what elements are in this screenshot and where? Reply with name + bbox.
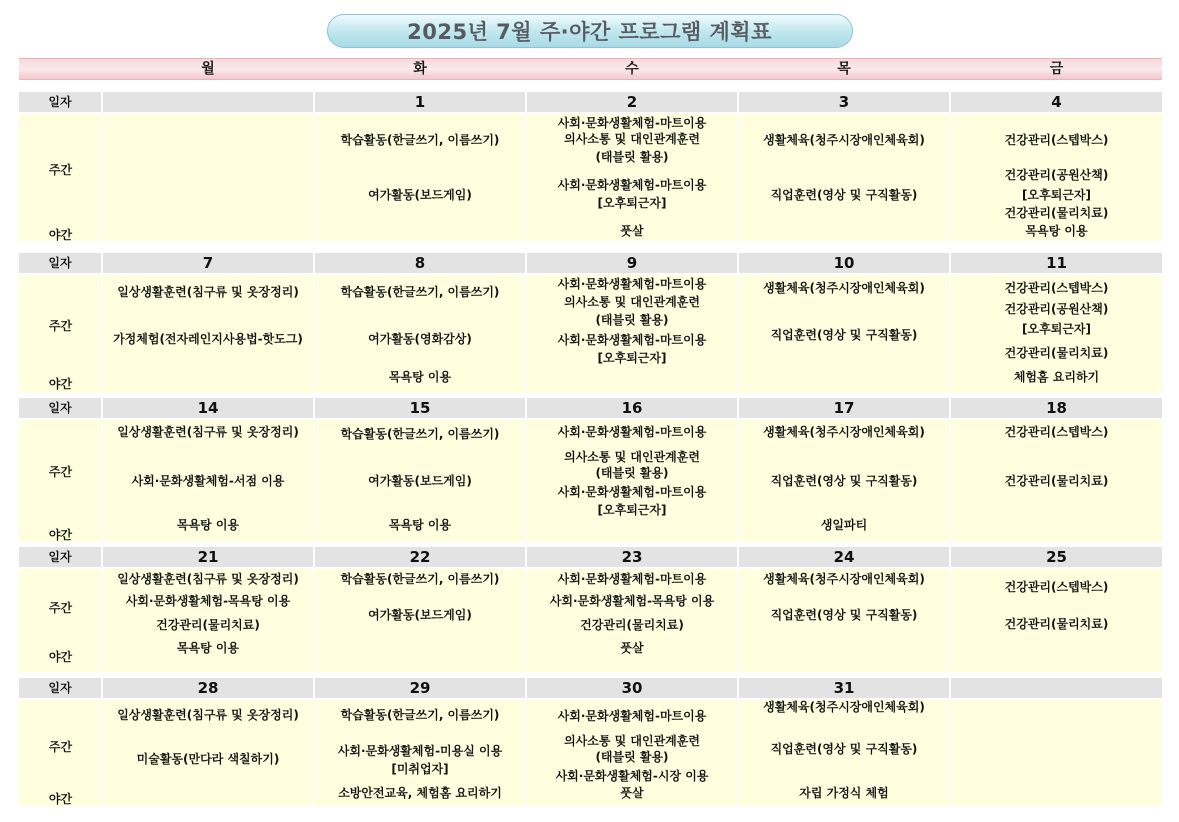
program-item: 생활체육(청주시장애인체육회) (763, 572, 925, 586)
program-item: 건강관리(물리치료) (1004, 346, 1109, 360)
date-cell: 2 (527, 92, 737, 112)
program-item: 생활체육(청주시장애인체육회) (763, 425, 925, 439)
date-cell (103, 92, 313, 112)
program-cell (103, 275, 313, 393)
program-item: [오후퇴근자] (597, 351, 667, 365)
day-label: 주간 (48, 601, 73, 615)
program-cell (739, 275, 949, 393)
program-cell (527, 569, 737, 672)
program-item: 사회·문화생활체험-목욕탕 이용 (125, 594, 291, 608)
date-cell (951, 678, 1162, 698)
program-item: 건강관리(물리치료) (156, 618, 260, 632)
program-item: 건강관리(물리치료) (1004, 617, 1109, 631)
program-cell (951, 420, 1162, 542)
program-cell (527, 275, 737, 393)
program-item: 생일파티 (820, 518, 868, 532)
program-cell (527, 114, 737, 241)
program-item: 학습활동(한글쓰기, 이름쓰기) (340, 708, 500, 722)
program-item: 건강관리(스텝박스) (1004, 281, 1109, 295)
program-cell (103, 700, 313, 806)
program-row (19, 114, 1162, 241)
program-item: 여가활동(보드게임) (368, 188, 472, 202)
program-item: (태블릿 활용) (595, 466, 669, 480)
program-item: 건강관리(스텝박스) (1004, 425, 1109, 439)
program-row (19, 420, 1162, 542)
program-row (19, 275, 1162, 393)
program-cell (739, 700, 949, 806)
program-item: 학습활동(한글쓰기, 이름쓰기) (340, 133, 500, 147)
date-label: 일자 (19, 547, 101, 567)
week-block (19, 547, 1162, 672)
date-label: 일자 (19, 253, 101, 273)
date-cell: 14 (103, 398, 313, 418)
program-item: 목욕탕 이용 (388, 370, 452, 384)
program-cell (315, 700, 525, 806)
week-block (19, 253, 1162, 393)
program-cell (527, 700, 737, 806)
program-item: 일상생활훈련(침구류 및 옷장정리) (117, 708, 299, 722)
program-cell (951, 114, 1162, 241)
program-item: 사회·문화생활체험-마트이용 (557, 333, 707, 347)
program-item: 일상생활훈련(침구류 및 옷장정리) (117, 285, 299, 299)
program-item: 사회·문화생활체험-서점 이용 (131, 474, 285, 488)
program-item: 목욕탕 이용 (176, 641, 240, 655)
program-item: 건강관리(물리치료) (1004, 206, 1109, 220)
program-item: 직업훈련(영상 및 구직활동) (770, 608, 918, 622)
program-item: 미술활동(만다라 색칠하기) (136, 752, 280, 766)
program-cell (739, 569, 949, 672)
date-cell: 21 (103, 547, 313, 567)
program-cell (315, 114, 525, 241)
program-item: (태블릿 활용) (595, 750, 669, 764)
weekday-header (19, 58, 1162, 80)
date-cell: 22 (315, 547, 525, 567)
program-item: 사회·문화생활체험-목욕탕 이용 (549, 594, 715, 608)
row-label-cell (19, 569, 101, 672)
program-cell (103, 569, 313, 672)
date-row (19, 253, 1162, 275)
night-label: 야간 (48, 528, 73, 542)
program-item: 목욕탕 이용 (388, 518, 452, 532)
weekday-tue: 화 (413, 61, 427, 77)
date-cell: 29 (315, 678, 525, 698)
date-row (19, 547, 1162, 569)
weekday-fri: 금 (1049, 61, 1064, 77)
program-item: (태블릿 활용) (595, 313, 669, 327)
program-item: 여가활동(영화감상) (368, 332, 472, 346)
date-cell: 28 (103, 678, 313, 698)
row-label-cell (19, 275, 101, 393)
program-item: 직업훈련(영상 및 구직활동) (770, 328, 918, 342)
program-cell (315, 569, 525, 672)
date-cell: 3 (739, 92, 949, 112)
program-item: 건강관리(스텝박스) (1004, 133, 1109, 147)
date-cell: 31 (739, 678, 949, 698)
date-cell: 4 (951, 92, 1162, 112)
program-item: 풋살 (620, 786, 644, 800)
program-item: 직업훈련(영상 및 구직활동) (770, 474, 918, 488)
program-item: 의사소통 및 대인관계훈련 (564, 450, 700, 464)
date-label: 일자 (19, 398, 101, 418)
program-item: 건강관리(공원산책) (1004, 302, 1109, 316)
program-item: 직업훈련(영상 및 구직활동) (770, 188, 918, 202)
program-item: [오후퇴근자] (597, 196, 667, 210)
program-item: 일상생활훈련(침구류 및 옷장정리) (117, 572, 299, 586)
program-cell (739, 114, 949, 241)
program-item: 자립 가정식 체험 (799, 786, 889, 800)
program-item: 사회·문화생활체험-미용실 이용 (337, 744, 503, 758)
row-label-cell (19, 114, 101, 241)
program-item: 풋살 (620, 224, 644, 238)
date-cell: 8 (315, 253, 525, 273)
program-item: 여가활동(보드게임) (368, 608, 472, 622)
day-label: 주간 (48, 319, 73, 333)
weekday-thu: 목 (837, 61, 851, 77)
night-label: 야간 (48, 377, 73, 391)
date-cell: 15 (315, 398, 525, 418)
date-cell: 11 (951, 253, 1162, 273)
program-item: (태블릿 활용) (595, 150, 669, 164)
program-item: 학습활동(한글쓰기, 이름쓰기) (340, 427, 500, 441)
weekday-wed: 수 (625, 61, 639, 77)
program-item: 생활체육(청주시장애인체육회) (763, 133, 925, 147)
program-cell (315, 420, 525, 542)
week-block (19, 678, 1162, 806)
date-label: 일자 (19, 678, 101, 698)
program-item: 사회·문화생활체험-마트이용 (557, 485, 707, 499)
row-label-cell (19, 700, 101, 806)
date-cell: 10 (739, 253, 949, 273)
program-cell (315, 275, 525, 393)
program-item: 건강관리(물리치료) (580, 618, 684, 632)
weekday-mon: 월 (201, 61, 215, 77)
title-wrap (0, 14, 1179, 48)
date-label: 일자 (19, 92, 101, 112)
night-label: 야간 (48, 792, 73, 806)
night-label: 야간 (48, 650, 73, 664)
program-cell (103, 114, 313, 241)
day-label: 주간 (48, 740, 73, 754)
program-item: [오후퇴근자] (597, 503, 667, 517)
program-item: 사회·문화생활체험-마트이용 (557, 425, 707, 439)
program-item: 직업훈련(영상 및 구직활동) (770, 742, 918, 756)
program-item: [오후퇴근자] (1022, 322, 1091, 336)
night-label: 야간 (48, 228, 73, 242)
program-item: 의사소통 및 대인관계훈련 (564, 295, 700, 309)
program-item: 가정체험(전자레인지사용법-핫도그) (113, 332, 303, 346)
program-item: 사회·문화생활체험-마트이용 (557, 709, 707, 723)
program-cell (739, 420, 949, 542)
program-item: 일상생활훈련(침구류 및 옷장정리) (117, 425, 299, 439)
program-item: 의사소통 및 대인관계훈련 (564, 132, 700, 146)
program-item: 건강관리(물리치료) (1004, 474, 1109, 488)
program-item: 사회·문화생활체험-마트이용 (557, 178, 707, 192)
program-item: 풋살 (620, 641, 644, 655)
program-item: 사회·문화생활체험-마트이용 (557, 572, 707, 586)
program-item: [미취업자] (391, 762, 449, 776)
week-block (19, 398, 1162, 542)
program-item: [오후퇴근자] (1022, 188, 1091, 202)
program-item: 학습활동(한글쓰기, 이름쓰기) (340, 572, 500, 586)
day-label: 주간 (48, 163, 73, 177)
program-item: 여가활동(보드게임) (368, 474, 472, 488)
date-cell: 23 (527, 547, 737, 567)
program-item: 목욕탕 이용 (176, 518, 240, 532)
date-cell: 9 (527, 253, 737, 273)
page-title: 2025년 7월 주·야간 프로그램 계획표 (327, 14, 853, 48)
program-item: 생활체육(청주시장애인체육회) (763, 281, 925, 295)
date-cell: 1 (315, 92, 525, 112)
program-row (19, 700, 1162, 806)
program-cell (527, 420, 737, 542)
program-item: 학습활동(한글쓰기, 이름쓰기) (340, 285, 500, 299)
row-label-cell (19, 420, 101, 542)
week-block (19, 92, 1162, 241)
program-item: 사회·문화생활체험-마트이용 (557, 277, 707, 291)
date-cell: 7 (103, 253, 313, 273)
date-row (19, 678, 1162, 700)
program-item: 사회·문화생활체험-시장 이용 (555, 769, 709, 783)
date-cell: 30 (527, 678, 737, 698)
program-cell (103, 420, 313, 542)
date-row (19, 398, 1162, 420)
date-cell: 24 (739, 547, 949, 567)
date-cell: 25 (951, 547, 1162, 567)
program-item: 소방안전교육, 체험홈 요리하기 (338, 786, 502, 800)
date-cell: 18 (951, 398, 1162, 418)
program-row (19, 569, 1162, 672)
program-cell (951, 700, 1162, 806)
program-item: 건강관리(공원산책) (1004, 168, 1109, 182)
program-item: 사회·문화생활체험-마트이용 (557, 116, 707, 130)
date-cell: 17 (739, 398, 949, 418)
program-item: 건강관리(스텝박스) (1004, 580, 1109, 594)
program-item: 체험홈 요리하기 (1013, 370, 1100, 384)
day-label: 주간 (48, 465, 73, 479)
program-item: 의사소통 및 대인관계훈련 (564, 734, 700, 748)
program-cell (951, 569, 1162, 672)
program-cell (951, 275, 1162, 393)
program-item: 목욕탕 이용 (1025, 224, 1088, 238)
date-cell: 16 (527, 398, 737, 418)
date-row (19, 92, 1162, 114)
program-item: 생활체육(청주시장애인체육회) (763, 700, 925, 714)
